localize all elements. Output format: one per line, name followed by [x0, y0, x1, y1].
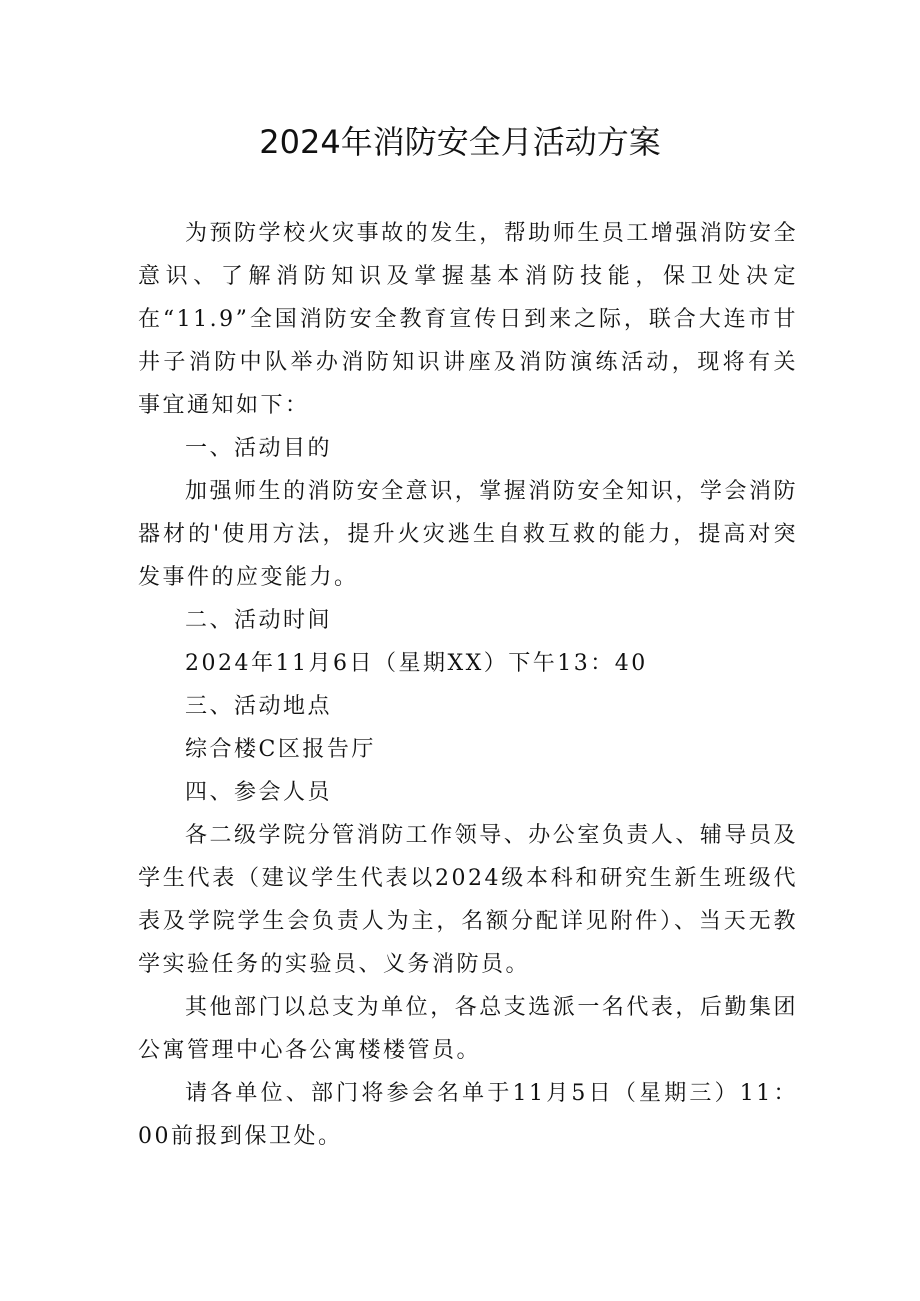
section-heading-purpose: 一、活动目的: [185, 436, 333, 461]
section-heading-attendees: 四、参会人员: [185, 780, 333, 805]
document-body: [138, 212, 798, 1158]
submission-paragraph: 请各单位、部门将参会名单于11月5日（星期三）11：00前报到保卫处。: [138, 1081, 798, 1149]
section-heading-location: 三、活动地点: [185, 694, 333, 719]
location-paragraph: 综合楼C区报告厅: [185, 737, 376, 762]
document-title: 2024年消防安全月活动方案: [259, 123, 661, 161]
section-heading-time: 二、活动时间: [185, 608, 333, 633]
attendees-paragraph: 各二级学院分管消防工作领导、办公室负责人、辅导员及学生代表（建议学生代表以2024级本科和研究生新生班级代表及学院学生会负责人为主，名额分配详见附件）、当天无教学实验任务的实验员、义务消防员。: [138, 823, 798, 977]
time-paragraph: 2024年11月6日（星期XX）下午13：40: [185, 651, 648, 676]
intro-paragraph: 为预防学校火灾事故的发生，帮助师生员工增强消防安全意识、了解消防知识及掌握基本消防技能，保卫处决定在“11.9”全国消防安全教育宣传日到来之际，联合大连市甘井子消防中队举办消防知识讲座及消防演练活动，现将有关事宜通知如下：: [138, 221, 798, 418]
other-departments-paragraph: 其他部门以总支为单位，各总支选派一名代表，后勤集团公寓管理中心各公寓楼楼管员。: [138, 995, 798, 1063]
purpose-paragraph: 加强师生的消防安全意识，掌握消防安全知识，学会消防器材的'使用方法，提升火灾逃生自救互救的能力，提高对突发事件的应变能力。: [138, 479, 798, 590]
